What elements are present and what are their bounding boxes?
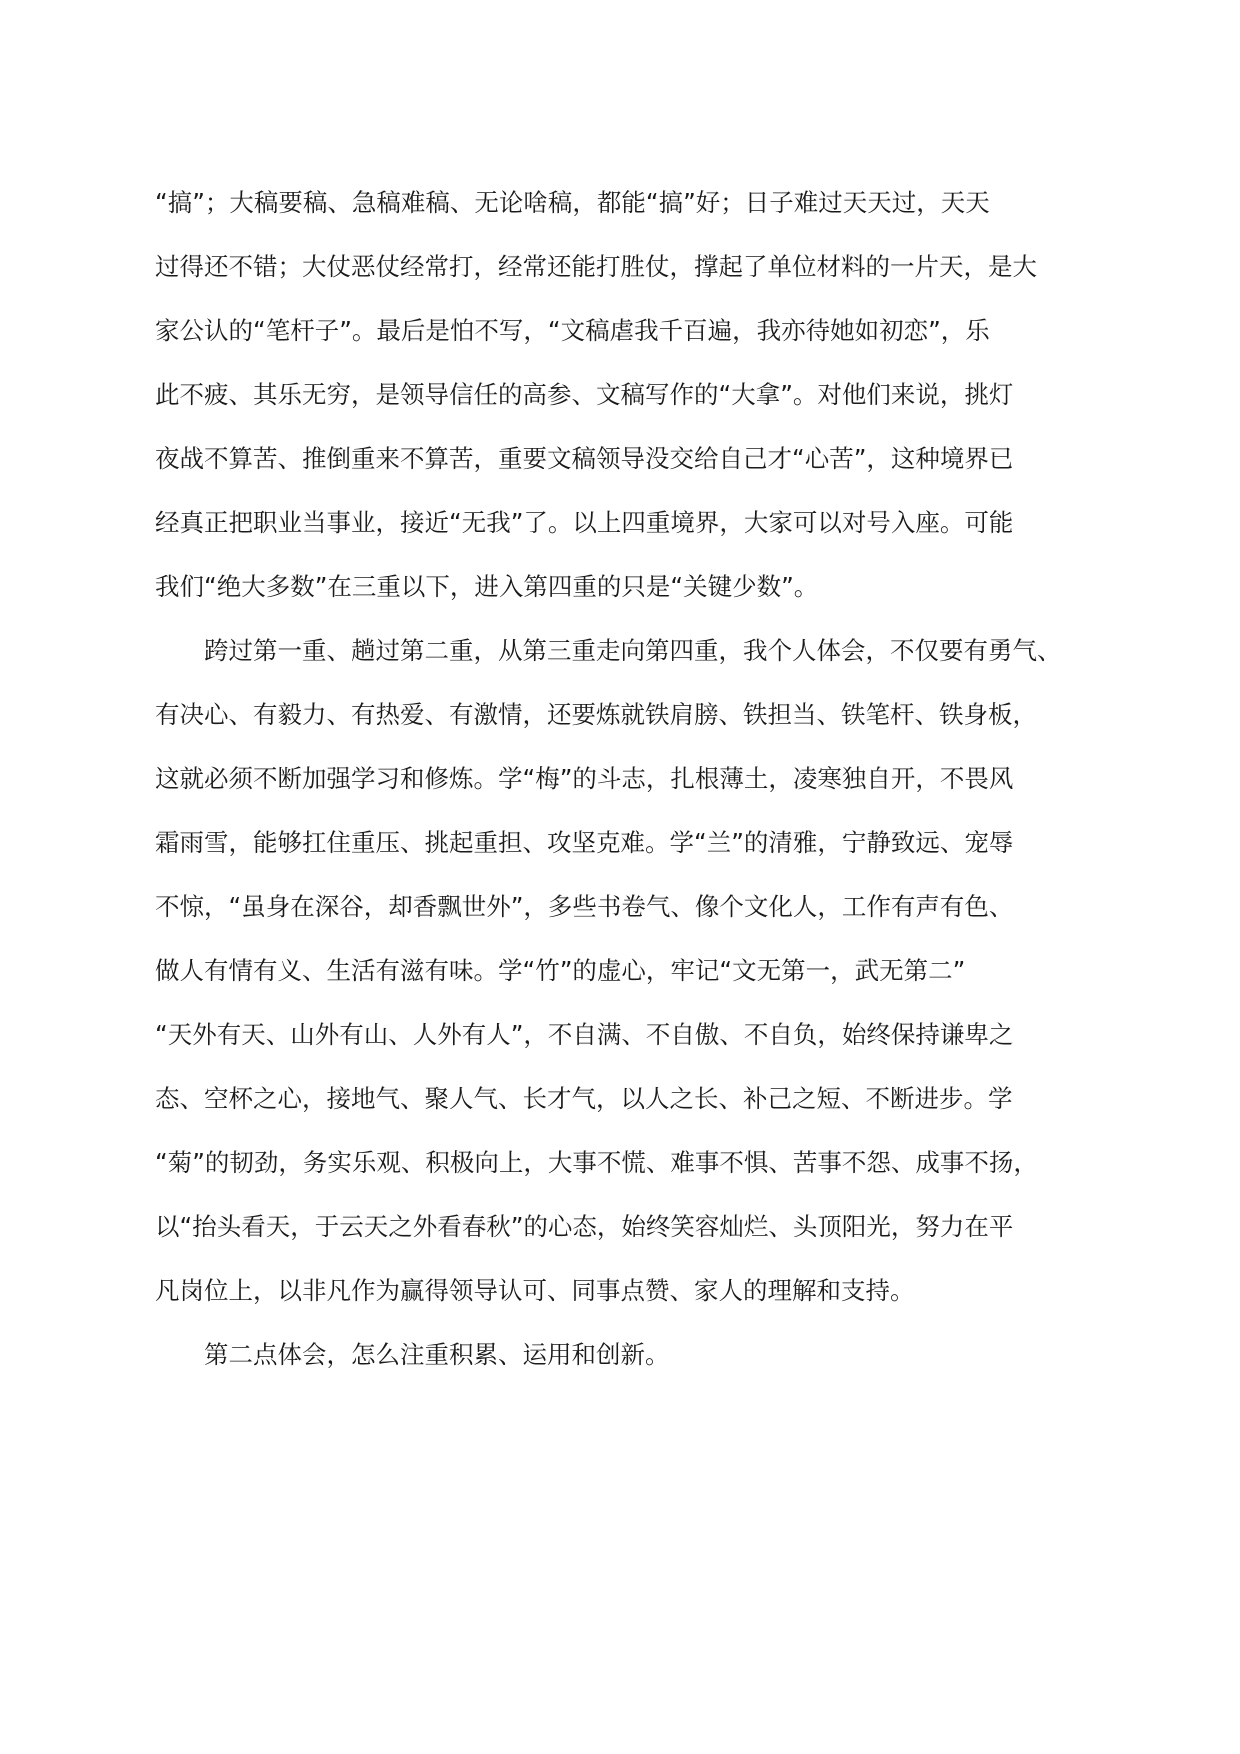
text-line: 过得还不错；大仗恶仗经常打，经常还能打胜仗，撑起了单位材料的一片天，是大 xyxy=(155,252,1037,281)
text-line: 此不疲、其乐无穷，是领导信任的高参、文稿写作的“大拿”。对他们来说，挑灯 xyxy=(155,380,1014,409)
text-line: 不惊，“虽身在深谷，却香飘世外”，多些书卷气、像个文化人，工作有声有色、 xyxy=(155,892,1014,921)
paragraph-first-line: 跨过第一重、趟过第二重，从第三重走向第四重，我个人体会，不仅要有勇气、 xyxy=(204,636,1062,665)
text-line: 夜战不算苦、推倒重来不算苦，重要文稿领导没交给自己才“心苦”，这种境界已 xyxy=(155,444,1014,473)
text-line: 霜雨雪，能够扛住重压、挑起重担、攻坚克难。学“兰”的清雅，宁静致远、宠辱 xyxy=(155,828,1014,857)
text-line: 有决心、有毅力、有热爱、有激情，还要炼就铁肩膀、铁担当、铁笔杆、铁身板， xyxy=(155,700,1037,729)
text-line: “菊”的韧劲，务实乐观、积极向上，大事不慌、难事不惧、苦事不怨、成事不扬， xyxy=(155,1148,1038,1177)
text-line: 经真正把职业当事业，接近“无我”了。以上四重境界，大家可以对号入座。可能 xyxy=(155,508,1014,537)
text-line: 凡岗位上，以非凡作为赢得领导认可、同事点赞、家人的理解和支持。 xyxy=(155,1276,915,1305)
text-line: 以“抬头看天，于云天之外看春秋”的心态，始终笑容灿烂、头顶阳光，努力在平 xyxy=(155,1212,1014,1241)
text-line: “搞”；大稿要稿、急稿难稿、无论啥稿，都能“搞”好；日子难过天天过，天天 xyxy=(155,188,990,217)
text-line: 家公认的“笔杆子”。最后是怕不写，“文稿虐我千百遍，我亦待她如初恋”，乐 xyxy=(155,316,990,345)
text-line: 这就必须不断加强学习和修炼。学“梅”的斗志，扎根薄土，凌寒独自开，不畏风 xyxy=(155,764,1014,793)
text-line: 做人有情有义、生活有滋有味。学“竹”的虚心，牢记“文无第一，武无第二” xyxy=(155,956,966,985)
text-line: “天外有天、山外有山、人外有人”，不自满、不自傲、不自负，始终保持谦卑之 xyxy=(155,1020,1014,1049)
text-line: 我们“绝大多数”在三重以下，进入第四重的只是“关键少数”。 xyxy=(155,572,819,601)
text-line: 态、空杯之心，接地气、聚人气、长才气，以人之长、补己之短、不断进步。学 xyxy=(155,1084,1013,1113)
paragraph-first-line: 第二点体会，怎么注重积累、运用和创新。 xyxy=(204,1340,670,1369)
